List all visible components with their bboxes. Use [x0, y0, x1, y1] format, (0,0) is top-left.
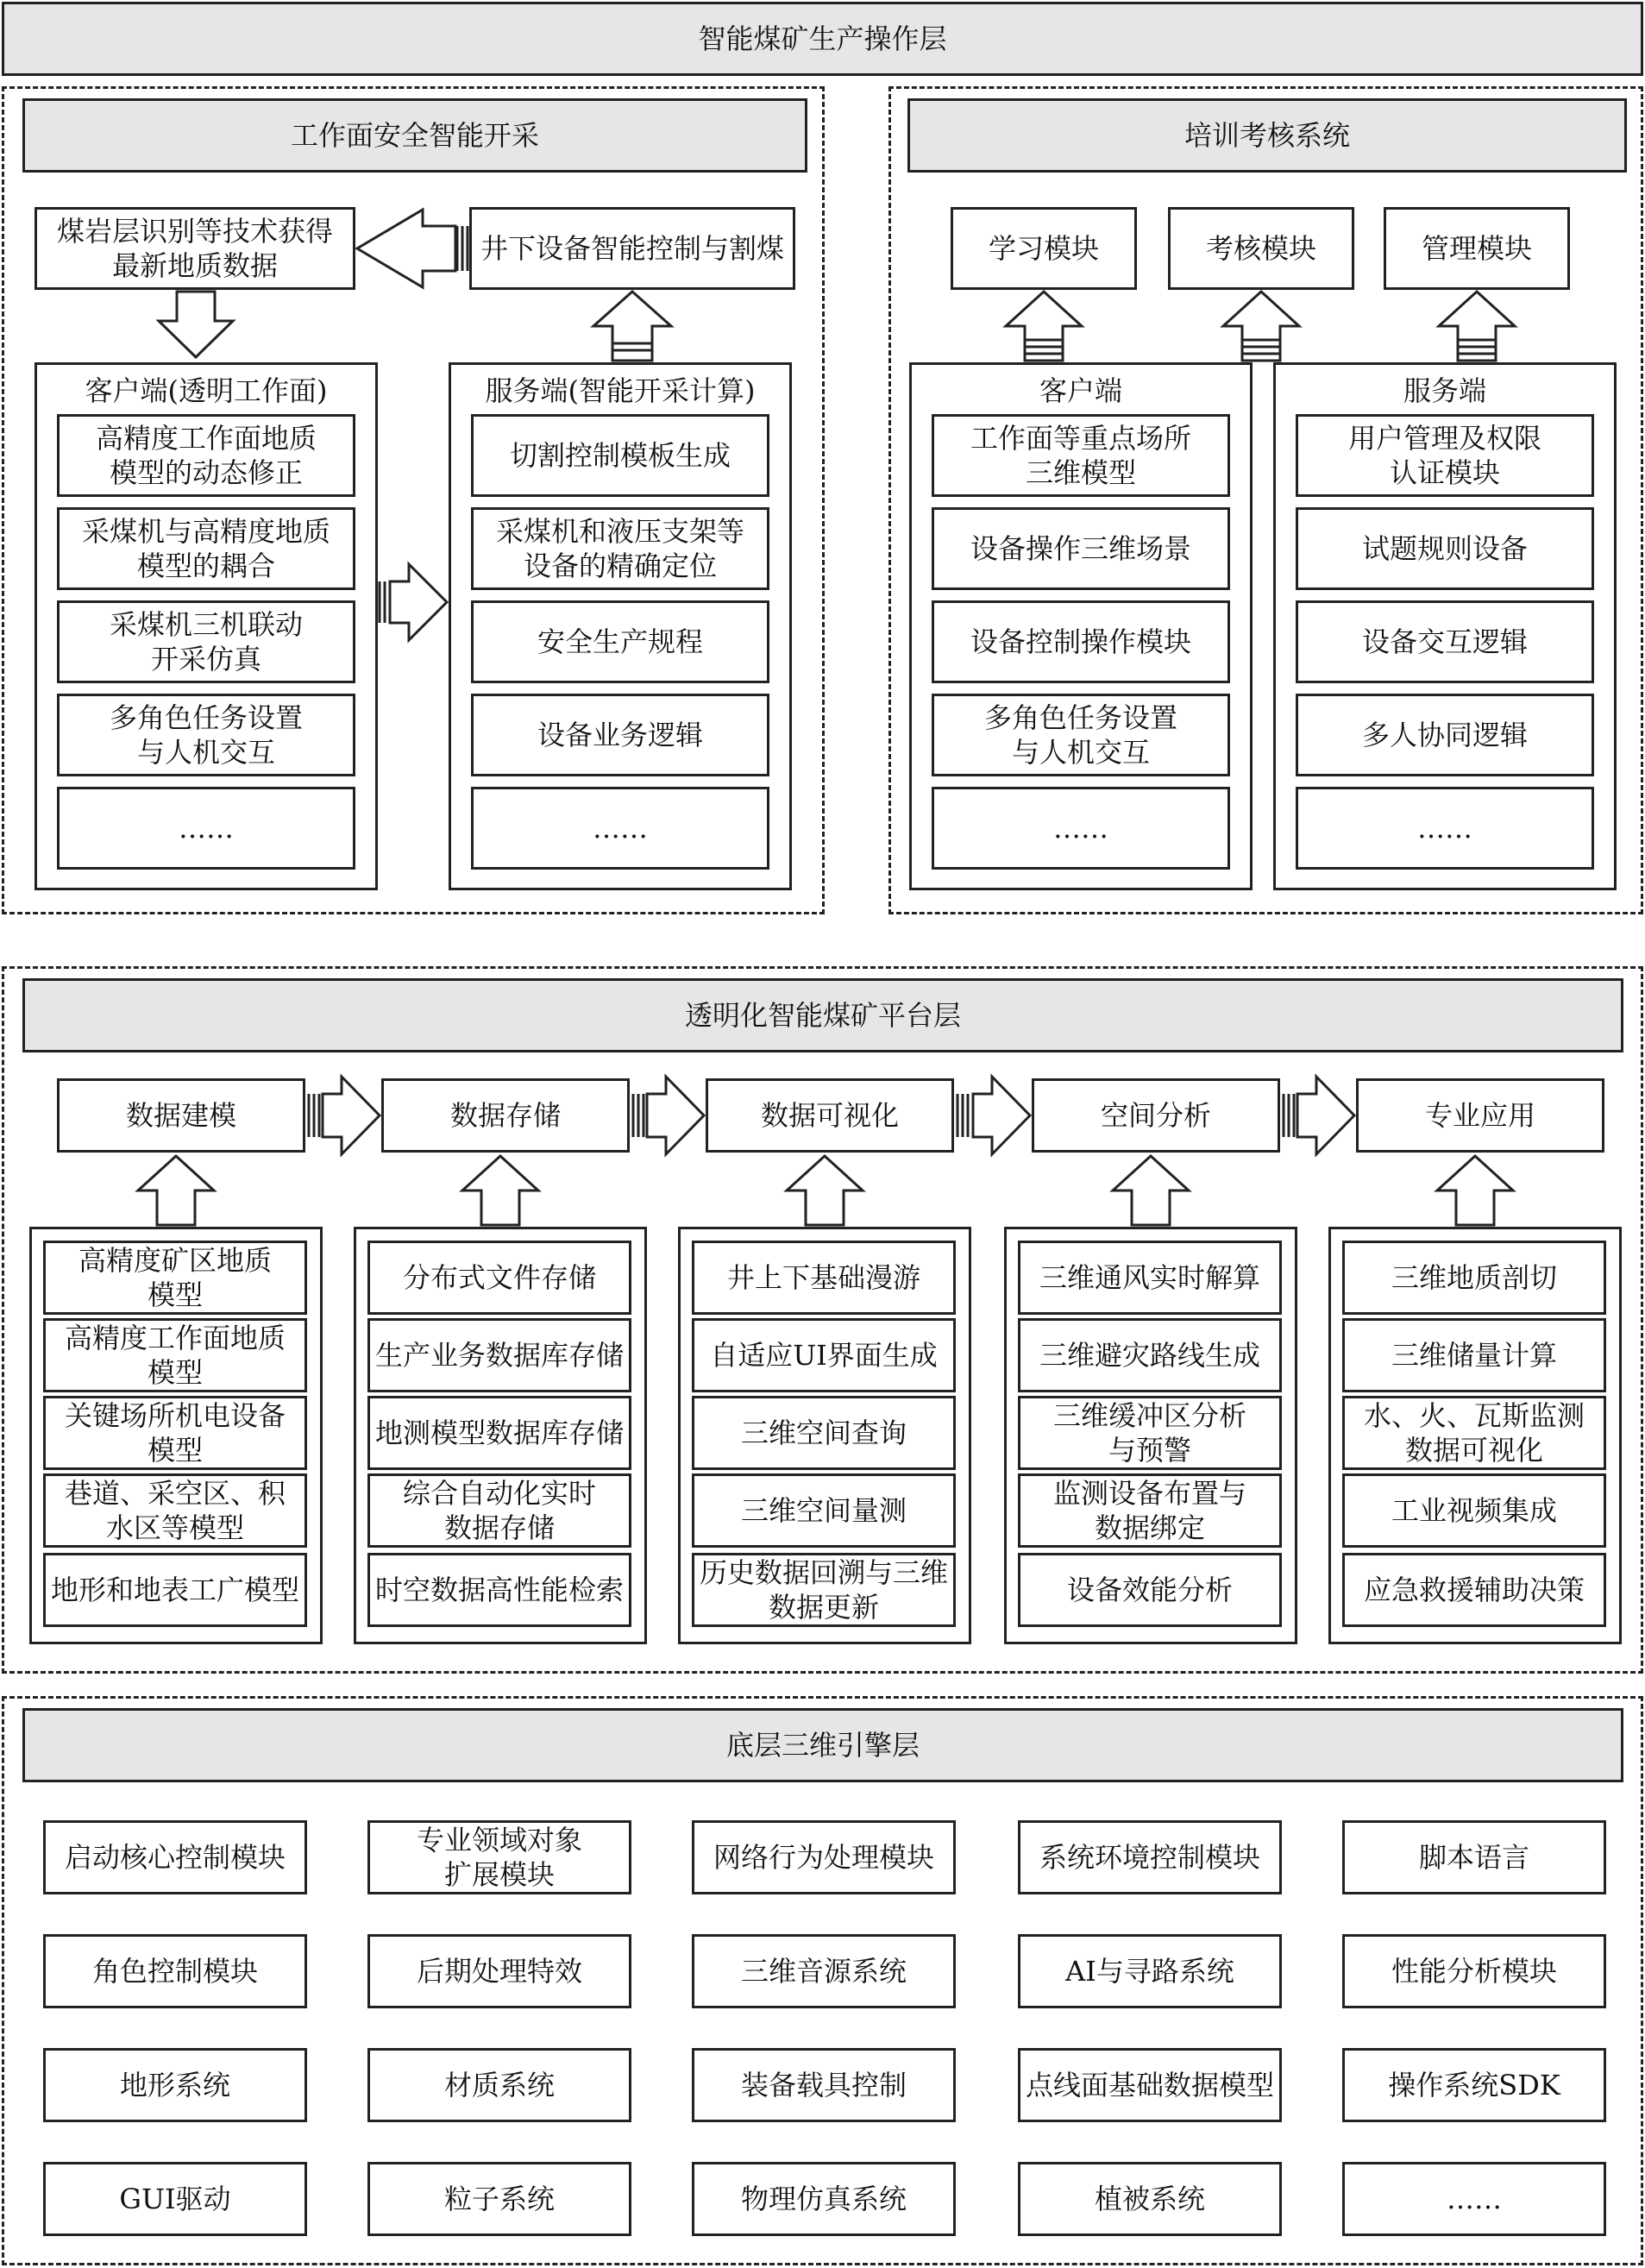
- stage-professional-app: 专业应用: [1356, 1078, 1604, 1153]
- engine-header: 底层三维引擎层: [22, 1708, 1623, 1782]
- engine-module: 操作系统SDK: [1342, 2048, 1606, 2122]
- engine-module: 点线面基础数据模型: [1018, 2048, 1282, 2122]
- stage-data-visualization: 数据可视化: [706, 1078, 954, 1153]
- arrow-up-icon: [1223, 292, 1299, 361]
- modeling-item: 高精度矿区地质 模型: [43, 1241, 307, 1315]
- engine-module: 网络行为处理模块: [692, 1820, 956, 1894]
- storage-item: 分布式文件存储: [367, 1241, 631, 1315]
- engine-module: 专业领域对象 扩展模块: [367, 1820, 631, 1894]
- visualization-item: 三维空间查询: [692, 1396, 956, 1470]
- stage-data-modeling: 数据建模: [57, 1078, 305, 1153]
- arrow-down-icon: [159, 292, 233, 357]
- mining-client-item: 多角色任务设置 与人机交互: [57, 694, 355, 776]
- engine-module: 脚本语言: [1342, 1820, 1606, 1894]
- engine-module: 装备载具控制: [692, 2048, 956, 2122]
- learning-module: 学习模块: [951, 207, 1137, 290]
- arrow-up-icon: [787, 1156, 863, 1225]
- mining-client-title: 客户端(透明工作面): [85, 374, 328, 407]
- arrow-up-icon: [462, 1156, 538, 1225]
- application-item: 三维储量计算: [1342, 1318, 1606, 1392]
- mining-header: 工作面安全智能开采: [22, 98, 807, 173]
- arrow-right-icon: [309, 1077, 380, 1154]
- application-item: 工业视频集成: [1342, 1473, 1606, 1548]
- mining-server-item: 设备业务逻辑: [471, 694, 769, 776]
- mining-server-title: 服务端(智能开采计算): [485, 374, 756, 407]
- mining-client-item: ……: [57, 787, 355, 870]
- training-server-item: 设备交互逻辑: [1296, 600, 1594, 683]
- analysis-item: 三维避灾路线生成: [1018, 1318, 1282, 1392]
- training-server-item: ……: [1296, 787, 1594, 870]
- arrow-right-icon: [957, 1077, 1030, 1154]
- control-box: 井下设备智能控制与割煤: [469, 207, 795, 290]
- arrow-left-icon: [357, 210, 468, 287]
- engine-module: ……: [1342, 2162, 1606, 2236]
- modeling-item: 关键场所机电设备 模型: [43, 1396, 307, 1470]
- storage-item: 综合自动化实时 数据存储: [367, 1473, 631, 1548]
- modeling-item: 地形和地表工广模型: [43, 1553, 307, 1627]
- mining-client-item: 高精度工作面地质 模型的动态修正: [57, 414, 355, 497]
- training-server-item: 试题规则设备: [1296, 507, 1594, 590]
- stage-data-storage: 数据存储: [381, 1078, 630, 1153]
- training-client-item: 多角色任务设置 与人机交互: [932, 694, 1230, 776]
- visualization-item: 井上下基础漫游: [692, 1241, 956, 1315]
- training-server-title: 服务端: [1403, 374, 1486, 407]
- arrow-up-icon: [1006, 292, 1082, 361]
- arrow-right-icon: [1284, 1077, 1354, 1154]
- storage-item: 生产业务数据库存储: [367, 1318, 631, 1392]
- engine-module: 性能分析模块: [1342, 1934, 1606, 2008]
- analysis-item: 设备效能分析: [1018, 1553, 1282, 1627]
- engine-module: GUI驱动: [43, 2162, 307, 2236]
- engine-module: 粒子系统: [367, 2162, 631, 2236]
- platform-header: 透明化智能煤矿平台层: [22, 978, 1623, 1052]
- training-server-item: 多人协同逻辑: [1296, 694, 1594, 776]
- engine-module: 物理仿真系统: [692, 2162, 956, 2236]
- arrow-up-icon: [1113, 1156, 1189, 1225]
- engine-module: 后期处理特效: [367, 1934, 631, 2008]
- training-client-item: 工作面等重点场所 三维模型: [932, 414, 1230, 497]
- mining-client-item: 采煤机三机联动 开采仿真: [57, 600, 355, 683]
- modeling-item: 高精度工作面地质 模型: [43, 1318, 307, 1392]
- visualization-item: 三维空间量测: [692, 1473, 956, 1548]
- training-client-item: 设备控制操作模块: [932, 600, 1230, 683]
- engine-module: 植被系统: [1018, 2162, 1282, 2236]
- mining-server-item: 安全生产规程: [471, 600, 769, 683]
- arrow-right-icon: [380, 564, 447, 640]
- arrow-up-icon: [1437, 1156, 1513, 1225]
- exam-module: 考核模块: [1168, 207, 1354, 290]
- stage-spatial-analysis: 空间分析: [1032, 1078, 1280, 1153]
- engine-module: AI与寻路系统: [1018, 1934, 1282, 2008]
- management-module: 管理模块: [1384, 207, 1570, 290]
- arrow-up-icon: [1439, 292, 1515, 361]
- geo-data-box: 煤岩层识别等技术获得 最新地质数据: [35, 207, 355, 290]
- application-item: 应急救援辅助决策: [1342, 1553, 1606, 1627]
- mining-server-item: 采煤机和液压支架等 设备的精确定位: [471, 507, 769, 590]
- arrow-up-icon: [593, 292, 671, 361]
- analysis-item: 三维通风实时解算: [1018, 1241, 1282, 1315]
- analysis-item: 三维缓冲区分析 与预警: [1018, 1396, 1282, 1470]
- visualization-item: 历史数据回溯与三维 数据更新: [692, 1553, 956, 1627]
- engine-module: 地形系统: [43, 2048, 307, 2122]
- training-client-title: 客户端: [1039, 374, 1122, 407]
- mining-server-item: ……: [471, 787, 769, 870]
- engine-module: 角色控制模块: [43, 1934, 307, 2008]
- application-item: 三维地质剖切: [1342, 1241, 1606, 1315]
- training-header: 培训考核系统: [907, 98, 1627, 173]
- engine-module: 三维音源系统: [692, 1934, 956, 2008]
- engine-module: 系统环境控制模块: [1018, 1820, 1282, 1894]
- mining-server-item: 切割控制模板生成: [471, 414, 769, 497]
- training-server-item: 用户管理及权限 认证模块: [1296, 414, 1594, 497]
- production-layer-header: 智能煤矿生产操作层: [2, 2, 1643, 76]
- training-client-item: ……: [932, 787, 1230, 870]
- storage-item: 地测模型数据库存储: [367, 1396, 631, 1470]
- application-item: 水、火、瓦斯监测 数据可视化: [1342, 1396, 1606, 1470]
- arrow-up-icon: [138, 1156, 214, 1225]
- analysis-item: 监测设备布置与 数据绑定: [1018, 1473, 1282, 1548]
- training-client-item: 设备操作三维场景: [932, 507, 1230, 590]
- storage-item: 时空数据高性能检索: [367, 1553, 631, 1627]
- engine-module: 启动核心控制模块: [43, 1820, 307, 1894]
- mining-client-item: 采煤机与高精度地质 模型的耦合: [57, 507, 355, 590]
- arrow-right-icon: [633, 1077, 704, 1154]
- modeling-item: 巷道、采空区、积 水区等模型: [43, 1473, 307, 1548]
- engine-module: 材质系统: [367, 2048, 631, 2122]
- visualization-item: 自适应UI界面生成: [692, 1318, 956, 1392]
